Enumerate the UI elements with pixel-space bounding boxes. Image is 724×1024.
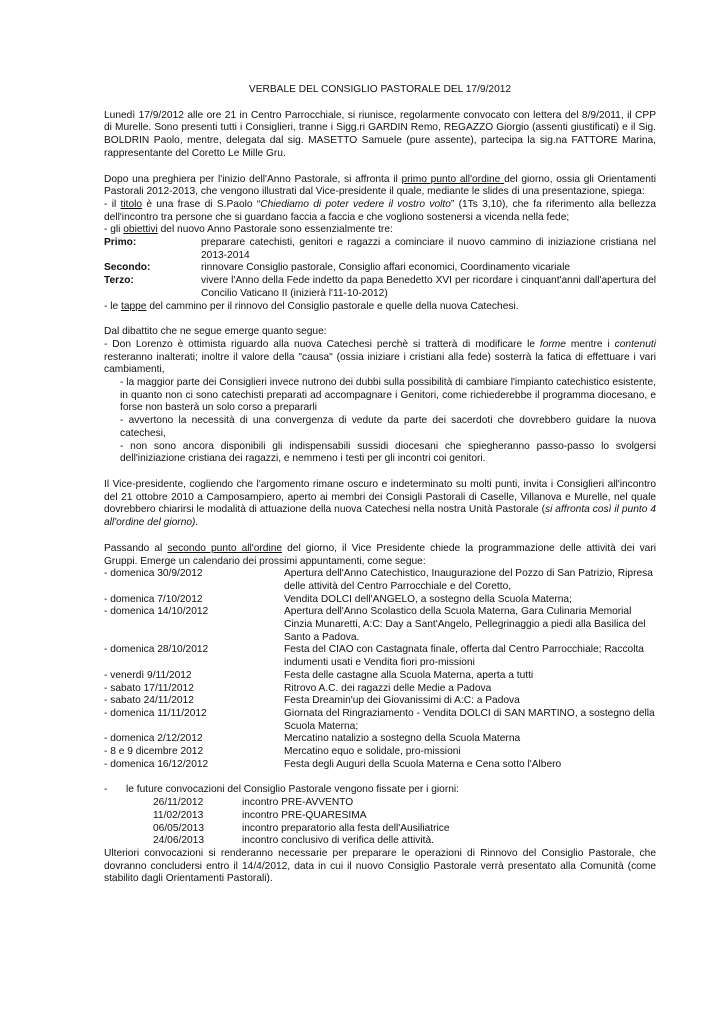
paragraph-closing: Ulteriori convocazioni si renderanno necessarie per preparare le operazioni di Rinnovo del Consiglio Pastorale, che dovranno concludersi entro il 14/4/2012, data in cui il nuovo Consiglio Pastorale verrà presentato alla Comunità (come stabilito dagli Orientamenti Pastorali). (104, 847, 656, 885)
convocation-desc: incontro conclusivo di verifica delle attività. (242, 835, 434, 847)
calendar-date: - domenica 28/10/2012 (104, 644, 209, 656)
calendar-desc: Ritrovo A.C. dei ragazzi delle Medie a Padova (284, 682, 492, 694)
italic-quote: Chiediamo di poter vedere il vostro volto (260, 198, 451, 210)
underlined-text: secondo punto all'ordine (167, 542, 283, 554)
calendar-row (104, 746, 656, 759)
calendar-date: - 8 e 9 dicembre 2012 (104, 746, 204, 758)
paragraph-objectives-intro (104, 224, 656, 237)
calendar-row (104, 594, 656, 607)
convocation-row (104, 797, 656, 810)
convocation-row (104, 810, 656, 823)
calendar-desc: Festa del CIAO con Castagnata finale, offerta dal Centro Parrocchiale; Raccolta indumenti usati e Vendita fiori pro-missioni (284, 644, 644, 669)
calendar-desc: Apertura dell'Anno Catechistico, Inaugurazione del Pozzo di San Patrizio, Ripresa delle attività del Centro Parrocchiale e del Coretto, (284, 568, 653, 592)
calendar-row (104, 670, 656, 683)
calendar-date: - sabato 24/11/2012 (104, 695, 194, 707)
underlined-text: obiettivi (123, 224, 158, 236)
paragraph-debate-intro: Dal dibattito che ne segue emerge quanto segue: (104, 326, 327, 338)
italic-text: forme (539, 338, 566, 350)
text-segment: del cammino per il rinnovo del Consiglio pastorale e quelle della nuova Catechesi. (146, 300, 519, 312)
paragraph-stages (104, 301, 656, 314)
debate-item: - la maggior parte dei Consiglieri invece nutrono dei dubbi sulla possibilità di cambiare l'impianto catechistico esistente, in quanto non ci sono catechisti preparati ad accompagnare i Genitori, come richiederebbe il programma diocesano, e forse non basterà un solo corso a prepararli (120, 377, 656, 414)
paragraph-first-point (104, 174, 656, 199)
calendar-date: - domenica 14/10/2012 (104, 606, 209, 618)
convocations-intro-text: le future convocazioni del Consiglio Pastorale vengono fissate per i giorni: (126, 784, 459, 796)
text-segment: - gli (104, 224, 124, 236)
calendar-row (104, 759, 656, 772)
debate-item: - avvertono la necessità di una convergenza di vedute da parte dei sacerdoti che dovrebbero guidare la nuova catechesi, (120, 415, 656, 439)
debate-item: - non sono ancora disponibili gli indispensabili sussidi diocesani che spiegheranno passo-passo lo svolgersi dell'iniziazione cristiana dei ragazzi, e nemmeno i testi per gli incontri coi genitori. (120, 440, 656, 465)
convocations-intro (104, 784, 656, 797)
paragraph-second-point (104, 543, 656, 568)
objective-row: Terzo: vivere l'Anno della Fede indetto da papa Benedetto XVI per ricordare i cinquant'anni dall'apertura del Concilio Vaticano II (inizierà l'11-10-2012) (104, 275, 656, 299)
calendar-row (104, 695, 656, 708)
convocation-date: 26/11/2012 (153, 797, 204, 809)
calendar-desc: Festa delle castagne alla Scuola Materna, aperta a tutti (284, 669, 534, 681)
calendar-date: - domenica 7/10/2012 (104, 593, 203, 605)
calendar-row (104, 733, 656, 746)
calendar-date: - domenica 2/12/2012 (104, 733, 203, 745)
convocation-row (104, 835, 656, 848)
calendar-row (104, 683, 656, 696)
paragraph-don-lorenzo (104, 339, 656, 377)
text-segment: Il Vice-presidente, cogliendo che l'argomento rimane oscuro e indeterminato su molti punti, invita i Consiglieri all'incontro del 21 ottobre 2010 a Camposampiero, aperto ai membri dei Consigli Pastorali di Caselle, Villanova e Murelle, nel quale dovrebbero chiarirsi le modalità di attuazione della nuova Catechesi nella nostra Unità Pastorale ( (104, 478, 656, 516)
objective-text: vivere l'Anno della Fede indetto da papa Benedetto XVI per ricordare i cinquant'anni dall'apertura del Concilio Vaticano II (inizierà l'11-10-2012) (201, 275, 656, 299)
convocation-desc: incontro PRE-QUARESIMA (242, 809, 367, 821)
underlined-text: tappe (120, 300, 147, 312)
calendar-desc: Apertura dell'Anno Scolastico della Scuola Materna, Gara Culinaria Memorial Cinzia Munaretti, A:C: Day a Sant'Angelo, Pellegrinaggio a piedi alla Basilica del Santo a Padova. (284, 606, 646, 643)
text-segment: del giorno, ossia gli Orientamenti Pastorali 2012-2013, che vengono illustrati dal Vice-presidente il quale, mediante le slides di una presentazione, spiega: (104, 173, 656, 198)
calendar-date: - domenica 11/11/2012 (104, 707, 207, 719)
convocation-row (104, 823, 656, 836)
calendar-date: - domenica 16/12/2012 (104, 758, 209, 770)
italic-text: contenuti (614, 338, 656, 350)
dash-mark: - (104, 784, 108, 796)
text-segment: è una frase di S.Paolo “ (142, 198, 261, 210)
calendar-date: - domenica 30/9/2012 (104, 568, 203, 580)
calendar-desc: Mercatino natalizio a sostegno della Scuola Materna (284, 733, 521, 745)
objective-label: Terzo (104, 275, 131, 287)
text-segment: mentre i (565, 338, 615, 350)
calendar-desc: Vendita DOLCI dell'ANGELO, a sostegno della Scuola Materna; (284, 593, 572, 605)
calendar-row (104, 606, 656, 644)
calendar-row (104, 568, 656, 593)
objective-row: Primo: preparare catechisti, genitori e ragazzi a cominciare il nuovo cammino di iniziazione cristiana nel 2013-2014 (104, 237, 656, 261)
document-page (104, 84, 656, 886)
objective-label: Secondo (104, 262, 148, 274)
text-segment: resteranno inalterati; inoltre il valore della "causa" (ossia iniziare i cristiani alla fede) sosterrà la fatica di effettuare i vari cambiamenti, (104, 351, 656, 376)
italic-text: si affronta così il punto 4 all'ordine del giorno). (104, 504, 656, 529)
text-segment: Dopo una preghiera per l'inizio dell'Anno Pastorale, si affronta il (104, 173, 402, 185)
calendar-date: - sabato 17/11/2012 (104, 682, 194, 694)
text-segment: Passando al (104, 542, 168, 554)
convocation-desc: incontro PRE-AVVENTO (242, 797, 354, 809)
calendar-row (104, 708, 656, 733)
convocation-desc: incontro preparatorio alla festa dell'Ausiliatrice (242, 822, 450, 834)
document-title: VERBALE DEL CONSIGLIO PASTORALE DEL 17/9/2012 (248, 84, 512, 95)
objective-row: Secondo: rinnovare Consiglio pastorale, Consiglio affari economici, Coordinamento vicariale (104, 262, 656, 275)
text-segment: - le (104, 300, 121, 312)
text-segment: - il (104, 198, 121, 210)
calendar-desc: Festa Dreamin'up dei Giovanissimi di A:C: a Padova (284, 695, 520, 707)
paragraph-title-note (104, 199, 656, 224)
text-segment: del giorno, il Vice Presidente chiede la programmazione delle attività dei vari Gruppi. Emerge un calendario dei prossimi appuntamenti, come segue: (104, 542, 656, 567)
calendar-row (104, 644, 656, 669)
convocation-date: 06/05/2013 (153, 822, 204, 834)
calendar-desc: Festa degli Auguri della Scuola Materna e Cena sotto l'Albero (284, 758, 562, 770)
underlined-text: primo punto all'ordine (401, 173, 505, 185)
underlined-text: titolo (120, 198, 143, 210)
objective-text: preparare catechisti, genitori e ragazzi a cominciare il nuovo cammino di iniziazione cristiana nel 2013-2014 (201, 237, 656, 261)
text-segment: ” (1Ts 3,10), che fa riferimento alla bellezza dell'incontro tra persone che si guardano faccia a faccia e che vogliono sostenersi a vicenda nella fede; (104, 198, 657, 223)
convocation-date: 24/06/2013 (153, 835, 204, 847)
text-segment: - Don Lorenzo è ottimista riguardo alla nuova Catechesi perchè si tratterà di modificare le (104, 338, 540, 350)
calendar-desc: Mercatino equo e solidale, pro-missioni (284, 746, 461, 758)
convocation-date: 11/02/2013 (153, 809, 204, 821)
text-segment: del nuovo Anno Pastorale sono essenzialmente tre: (157, 224, 393, 236)
paragraph-opening: Lunedì 17/9/2012 alle ore 21 in Centro Parrocchiale, si riunisce, regolarmente convocato con lettera del 8/9/2011, il CPP di Murelle. Sono presenti tutti i Consiglieri, tranne i Sigg.ri GARDIN Remo, REGAZZO Giorgio (assenti giustificati) e il Sig. BOLDRIN Paolo, mentre, delegata dal sig. MASETTO Samuele (pure assente), partecipa la sig.na FATTORE Marina, rappresentante del Coretto Le Mille Gru. (104, 109, 656, 159)
objective-text: rinnovare Consiglio pastorale, Consiglio affari economici, Coordinamento vicariale (201, 262, 571, 274)
calendar-desc: Giornata del Ringraziamento - Vendita DOLCI di SAN MARTINO, a sostegno della Scuola Materna; (284, 707, 655, 732)
objective-label: Primo (104, 237, 133, 249)
calendar-list (104, 568, 656, 771)
convocations-list (104, 797, 656, 848)
calendar-date: - venerdì 9/11/2012 (104, 669, 192, 681)
paragraph-vice-president (104, 479, 656, 530)
